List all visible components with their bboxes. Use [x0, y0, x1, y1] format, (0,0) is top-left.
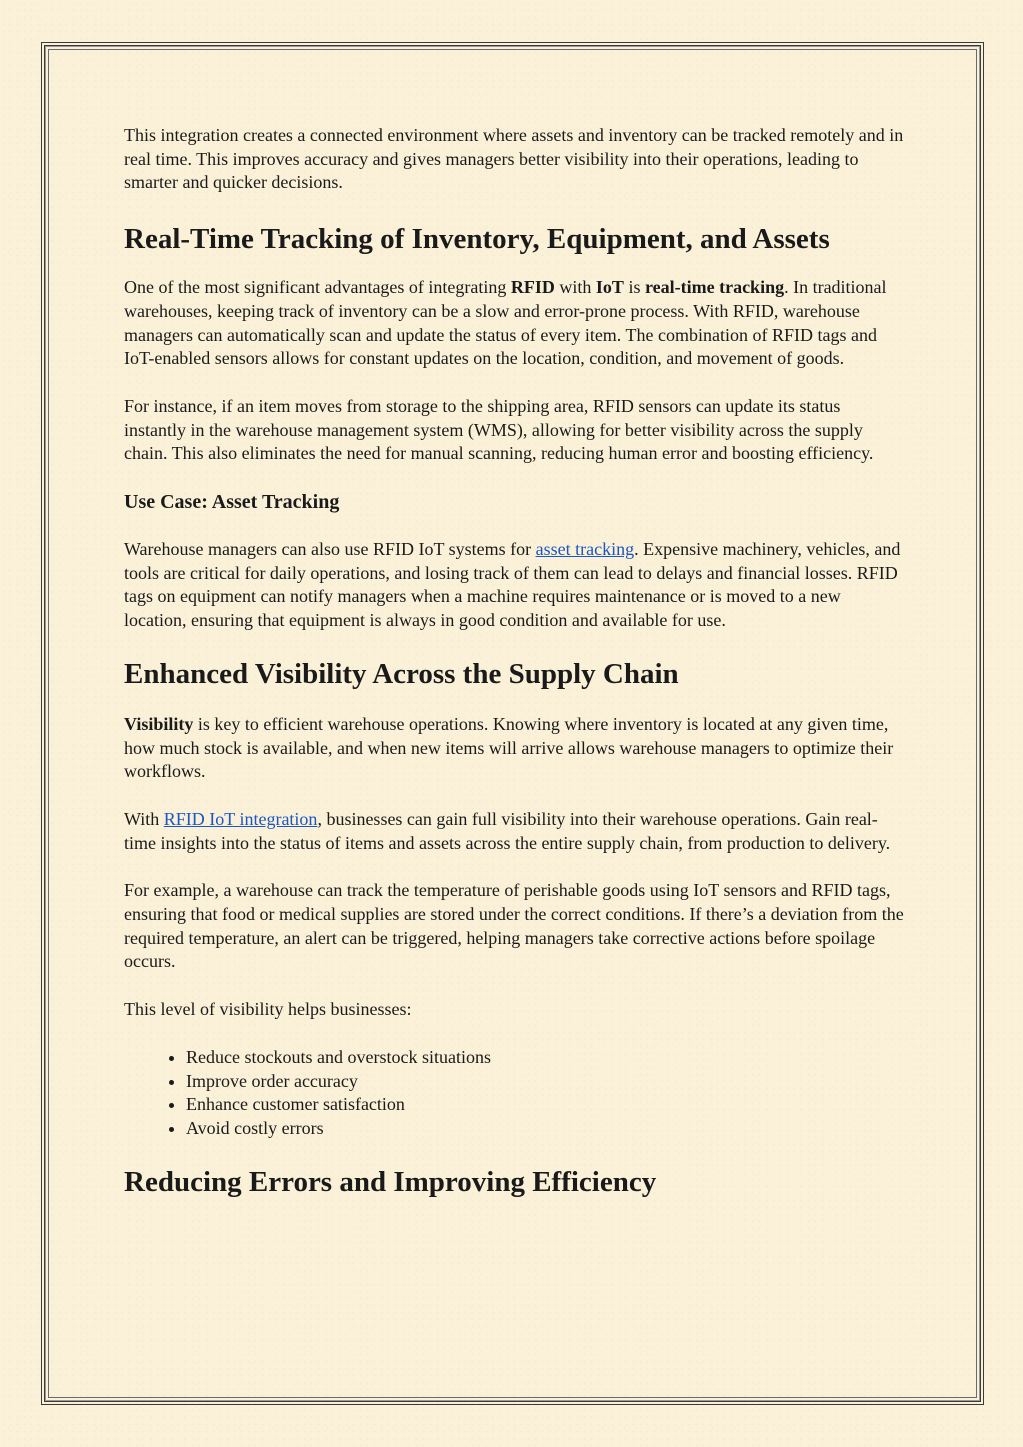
subheading-asset-tracking: Use Case: Asset Tracking [124, 491, 340, 514]
heading-real-time-tracking: Real-Time Tracking of Inventory, Equipment, and Assets [124, 223, 830, 256]
paragraph-visibility-helps: This level of visibility helps businesses: [124, 999, 412, 1020]
list-item: • Avoid costly errors [186, 1117, 904, 1141]
benefits-list [124, 1046, 904, 1141]
text-run: . Expensive machinery, vehicles, and tools are critical for daily operations, and losing track of them can lead to delays and financial losses. RFID tags on equipment can notify managers when a machine requires maintenance or is moved to a new location, ensuring that equipment is always in good condition and available for use. [124, 539, 901, 631]
heading-reducing-errors: Reducing Errors and Improving Efficiency [124, 1165, 657, 1198]
text-run: with [554, 277, 596, 298]
paragraph-temperature-example: For example, a warehouse can track the temperature of perishable goods using IoT sensors and RFID tags, ensuring that food or medical supplies are stored under the correct conditions. If there’s a deviation from the required temperature, an alert can be triggered, helping managers take corrective actions before spoilage occurs. [124, 880, 904, 972]
text-run: . In traditional warehouses, keeping track of inventory can be a slow and error-prone process. With RFID, warehouse managers can automatically scan and update the status of every item. The combination of RFID tags and IoT-enabled sensors allows for constant updates on the location, condition, and movement of goods. [124, 277, 887, 369]
paragraph-asset-tracking [124, 538, 904, 633]
list-item: • Enhance customer satisfaction [186, 1093, 904, 1117]
heading-enhanced-visibility: Enhanced Visibility Across the Supply Chain [124, 657, 679, 690]
text-run: With [124, 808, 164, 829]
text-run: , businesses can gain full visibility into their warehouse operations. Gain real-time insights into the status of items and assets across the entire supply chain, from production to delivery. [124, 808, 891, 853]
document-body [124, 124, 904, 1221]
asset-tracking-link[interactable]: asset tracking [535, 539, 635, 560]
text-run: One of the most significant advantages of integrating [124, 277, 511, 298]
text-run: is key to efficient warehouse operations. Knowing where inventory is located at any given time, how much stock is available, and when new items will arrive allows warehouse managers to optimize their workflows. [124, 713, 894, 782]
text-run: is [623, 277, 645, 298]
paragraph-rfid-iot-advantages [124, 276, 904, 371]
intro-paragraph: This integration creates a connected environment where assets and inventory can be tracked remotely and in real time. This improves accuracy and gives managers better visibility into their operations, leading to smarter and quicker decisions. [124, 125, 904, 193]
list-item: • Improve order accuracy [186, 1070, 904, 1094]
list-item: • Reduce stockouts and overstock situations [186, 1046, 904, 1070]
bold-iot: IoT [595, 277, 624, 298]
bold-real-time-tracking: real-time tracking [644, 277, 785, 298]
bold-rfid: RFID [510, 277, 555, 298]
text-run: Warehouse managers can also use RFID IoT systems for [124, 539, 536, 560]
bold-visibility: Visibility [124, 713, 194, 734]
rfid-iot-integration-link[interactable]: RFID IoT integration [163, 808, 318, 829]
paragraph-visibility-key [124, 713, 904, 784]
paragraph-rfid-iot-integration [124, 808, 904, 855]
paragraph-for-instance: For instance, if an item moves from storage to the shipping area, RFID sensors can update its status instantly in the warehouse management system (WMS), allowing for better visibility across the supply chain. This also eliminates the need for manual scanning, reducing human error and boosting efficiency. [124, 395, 874, 464]
